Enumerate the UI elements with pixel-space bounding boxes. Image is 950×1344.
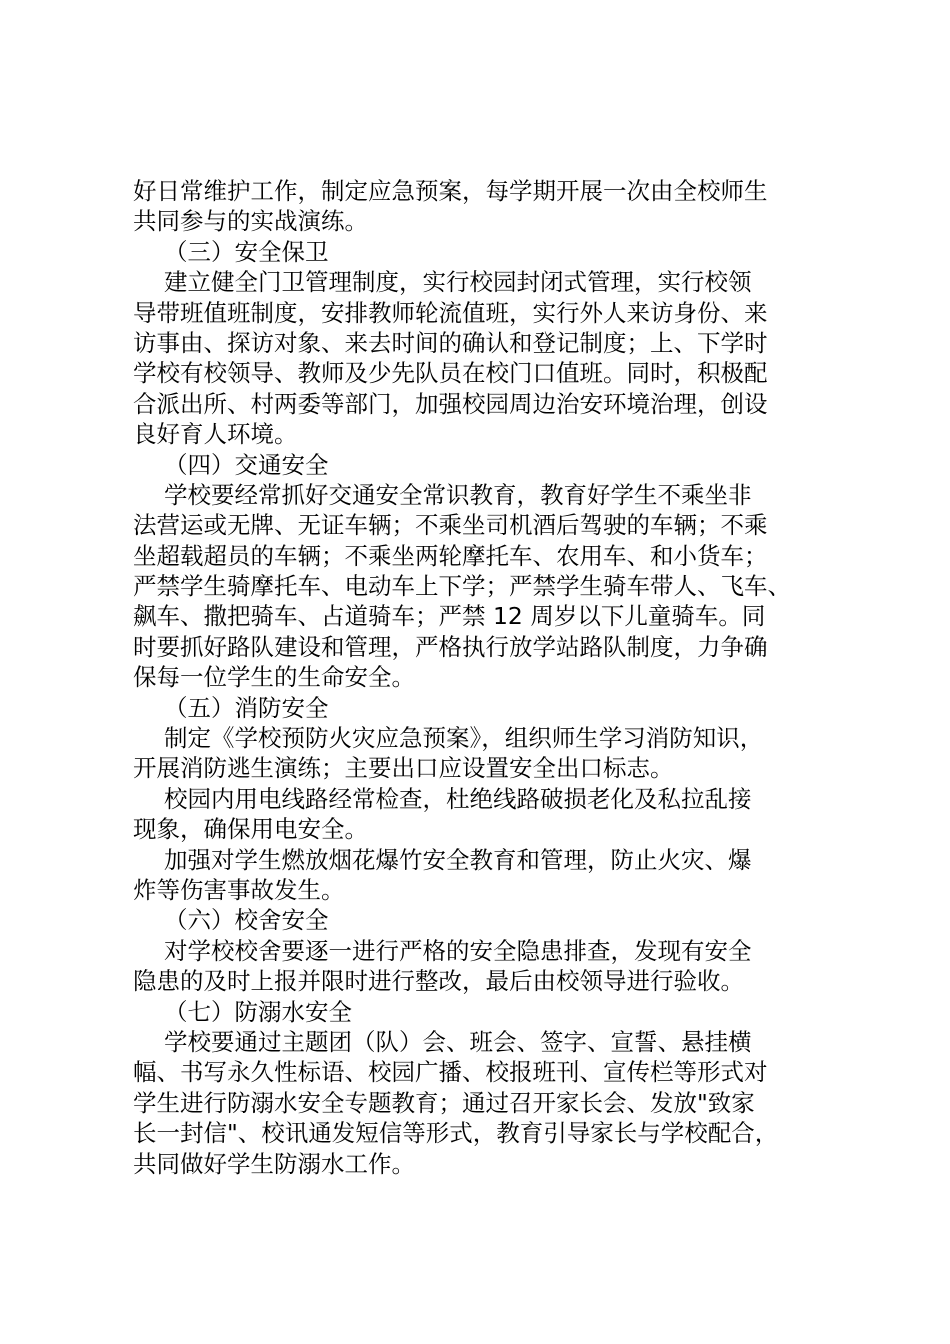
paragraph-line: 共同做好学生防溺水工作。 [133,1149,415,1178]
paragraph-line: 访事由、探访对象、来去时间的确认和登记制度；上、下学时 [133,328,768,357]
document-body [133,176,833,1179]
paragraph-line: 学校要通过主题团（队）会、班会、签字、宣誓、悬挂横 [164,1027,752,1056]
paragraph-line: 学校有校领导、教师及少先队员在校门口值班。同时，积极配 [133,359,768,388]
paragraph-line: 合派出所、村两委等部门，加强校园周边治安环境治理，创设 [133,389,768,418]
section-heading: （三）安全保卫 [164,237,329,266]
paragraph-line: 长一封信"、校讯通发短信等形式，教育引导家长与学校配合， [133,1119,779,1148]
paragraph-line: 现象，确保用电安全。 [133,815,368,844]
paragraph-line: 建立健全门卫管理制度，实行校园封闭式管理，实行校领 [164,268,752,297]
paragraph-line: 加强对学生燃放烟花爆竹安全教育和管理，防止火灾、爆 [164,845,752,874]
paragraph-line: 坐超载超员的车辆；不乘坐两轮摩托车、农用车、和小货车； [133,541,768,570]
paragraph-line: 良好育人环境。 [133,420,298,449]
paragraph-line: 严禁学生骑摩托车、电动车上下学；严禁学生骑车带人、飞车、 [133,572,791,601]
paragraph-line: 幅、书写永久性标语、校园广播、校报班刊、宣传栏等形式对 [133,1058,768,1087]
section-heading: （四）交通安全 [164,450,329,479]
section-heading: （五）消防安全 [164,693,329,722]
section-heading: （七）防溺水安全 [164,997,352,1026]
paragraph-line: 时要抓好路队建设和管理，严格执行放学站路队制度，力争确 [133,632,768,661]
paragraph-line: 法营运或无牌、无证车辆；不乘坐司机酒后驾驶的车辆；不乘 [133,511,768,540]
paragraph-line: 共同参与的实战演练。 [133,207,368,236]
section-heading: （六）校舍安全 [164,906,329,935]
paragraph-line: 制定《学校预防火灾应急预案》，组织师生学习消防知识， [164,724,764,753]
paragraph-line: 开展消防逃生演练；主要出口应设置安全出口标志。 [133,754,674,783]
paragraph-line: 隐患的及时上报并限时进行整改，最后由校领导进行验收。 [133,967,744,996]
paragraph-line: 炸等伤害事故发生。 [133,875,345,904]
paragraph-line: 导带班值班制度，安排教师轮流值班，实行外人来访身份、来 [133,298,768,327]
paragraph-line: 好日常维护工作，制定应急预案，每学期开展一次由全校师生 [133,177,768,205]
paragraph-line: 对学校校舍要逐一进行严格的安全隐患排查，发现有安全 [164,936,752,965]
paragraph-line: 保每一位学生的生命安全。 [133,663,415,692]
paragraph-line: 学校要经常抓好交通安全常识教育，教育好学生不乘坐非 [164,480,752,509]
paragraph-line: 学生进行防溺水安全专题教育；通过召开家长会、发放"致家 [133,1088,755,1117]
paragraph-line: 飙车、撒把骑车、占道骑车；严禁 12 周岁以下儿童骑车。同 [133,602,766,631]
paragraph-line: 校园内用电线路经常检查，杜绝线路破损老化及私拉乱接 [164,784,752,813]
